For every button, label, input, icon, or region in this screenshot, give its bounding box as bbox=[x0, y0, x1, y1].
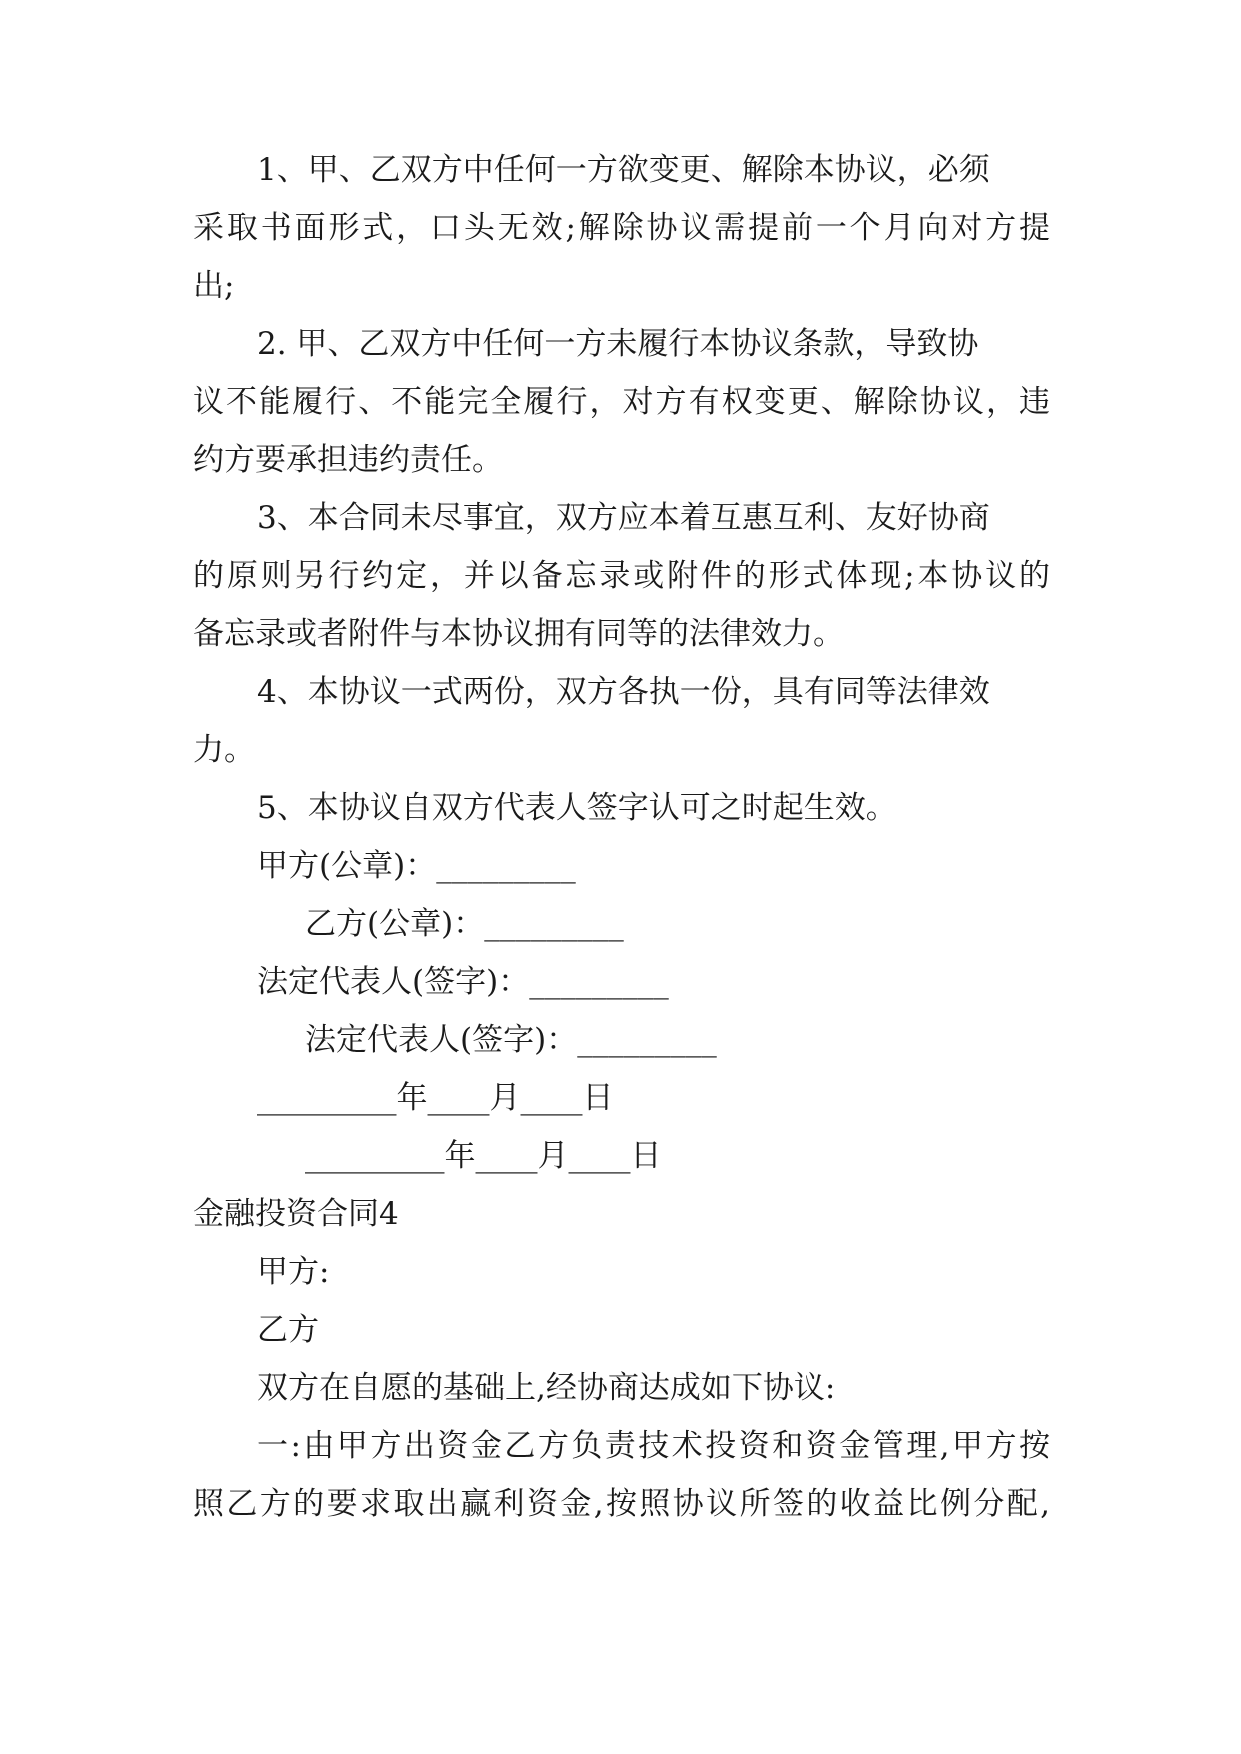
intro-paragraph: 双方在自愿的基础上,经协商达成如下协议: bbox=[257, 1370, 836, 1406]
clause-4-line-1: 4、本协议一式两份，双方各执一份，具有同等法律效 bbox=[257, 674, 990, 710]
clause-5: 5、本协议自双方代表人签字认可之时起生效。 bbox=[257, 790, 897, 826]
party-a-seal-field: 甲方(公章)：_________ bbox=[257, 848, 576, 884]
clause-1-line-1: 1、甲、乙双方中任何一方欲变更、解除本协议，必须 bbox=[257, 152, 990, 188]
clause-3-line-2: 的原则另行约定，并以备忘录或附件的形式体现;本协议的 bbox=[193, 558, 1050, 594]
party-a-date-field: _________年____月____日 bbox=[257, 1080, 614, 1116]
clause-one-line-1: 一:由甲方出资金乙方负责技术投资和资金管理,甲方按 bbox=[257, 1428, 1050, 1464]
party-b-date-field: _________年____月____日 bbox=[305, 1138, 662, 1174]
clause-1-line-2: 采取书面形式，口头无效;解除协议需提前一个月向对方提 bbox=[193, 210, 1050, 246]
clause-2-line-2: 议不能履行、不能完全履行，对方有权变更、解除协议，违 bbox=[193, 384, 1050, 420]
party-b-representative-field: 法定代表人(签字)：_________ bbox=[305, 1022, 717, 1058]
party-b-seal-field: 乙方(公章)：_________ bbox=[305, 906, 624, 942]
clause-3-line-3: 备忘录或者附件与本协议拥有同等的法律效力。 bbox=[193, 616, 844, 652]
party-a-label: 甲方: bbox=[257, 1254, 330, 1290]
party-a-representative-field: 法定代表人(签字)：_________ bbox=[257, 964, 669, 1000]
contract-title: 金融投资合同4 bbox=[193, 1196, 399, 1232]
clause-2-line-1: 2. 甲、乙双方中任何一方未履行本协议条款，导致协 bbox=[257, 326, 979, 362]
clause-2-line-3: 约方要承担违约责任。 bbox=[193, 442, 503, 478]
party-b-label: 乙方 bbox=[257, 1312, 319, 1348]
clause-4-line-2: 力。 bbox=[193, 732, 255, 768]
clause-3-line-1: 3、本合同未尽事宜，双方应本着互惠互利、友好协商 bbox=[257, 500, 990, 536]
clause-one-line-2: 照乙方的要求取出赢利资金,按照协议所签的收益比例分配, bbox=[193, 1486, 1050, 1522]
clause-1-line-3: 出; bbox=[193, 268, 235, 304]
